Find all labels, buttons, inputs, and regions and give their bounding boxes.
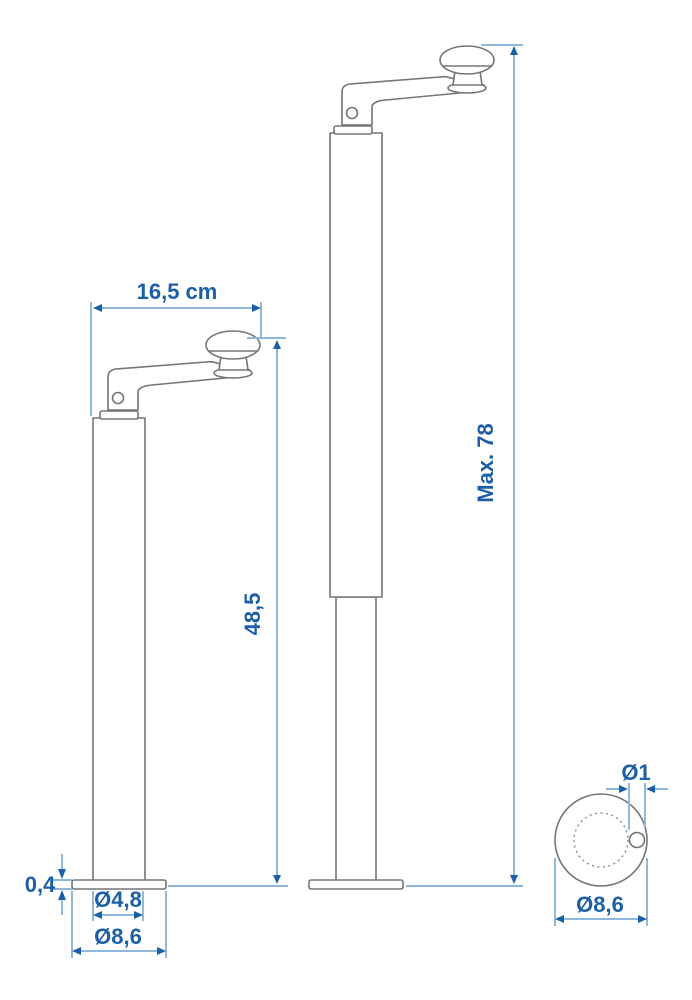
extended-jack-inner-tube [336, 597, 376, 881]
label-crank-width: 16,5 cm [136, 279, 218, 304]
extended-jack-base-plate [309, 880, 403, 889]
retracted-jack-view [72, 331, 260, 889]
arrowhead-right-icon [638, 915, 647, 923]
arrowhead-down-icon [58, 869, 66, 879]
label-tube-diameter: Ø4,8 [94, 887, 142, 912]
arrowhead-left-icon [93, 304, 102, 312]
retracted-jack-handle-knob [206, 331, 260, 359]
arrowhead-left-icon [555, 915, 564, 923]
arrowhead-left-icon [93, 911, 102, 919]
arrowhead-up-icon [510, 46, 518, 55]
label-hole-diameter: Ø1 [621, 760, 651, 785]
arrowhead-right-icon [619, 785, 628, 793]
base-top-view [555, 794, 647, 886]
extended-jack-collar [334, 126, 372, 134]
label-plate-thickness: 0,4 [24, 872, 56, 897]
retracted-jack-collar [100, 411, 138, 419]
dimension-retracted-height [168, 338, 288, 886]
arrowhead-right-icon [157, 947, 166, 955]
arrowhead-right-icon [134, 911, 143, 919]
dimension-plate-thickness [25, 854, 72, 915]
arrowhead-down-icon [510, 875, 518, 884]
label-base-diameter: Ø8,6 [94, 924, 142, 949]
extended-jack-crank-pivot-hole [347, 108, 358, 119]
label-max-height: Max. 78 [473, 423, 498, 503]
arrowhead-left-icon [72, 947, 81, 955]
arrowhead-down-icon [273, 875, 281, 884]
arrowhead-right-icon [252, 304, 261, 312]
arrowhead-left-icon [646, 785, 655, 793]
arrowhead-up-icon [58, 890, 66, 900]
fixing-hole-circle [630, 833, 645, 848]
dimension-max-height [406, 45, 523, 886]
arrowhead-up-icon [273, 340, 281, 349]
extended-jack-outer-tube [330, 133, 382, 597]
extended-jack-handle-knob [440, 46, 494, 74]
label-top-view-diameter: Ø8,6 [576, 892, 624, 917]
label-retracted-height: 48,5 [240, 592, 265, 636]
retracted-jack-crank-pivot-hole [113, 393, 124, 404]
retracted-jack-tube [93, 418, 145, 881]
extended-jack-view [309, 46, 494, 889]
dimension-tube-diameter [93, 887, 143, 921]
